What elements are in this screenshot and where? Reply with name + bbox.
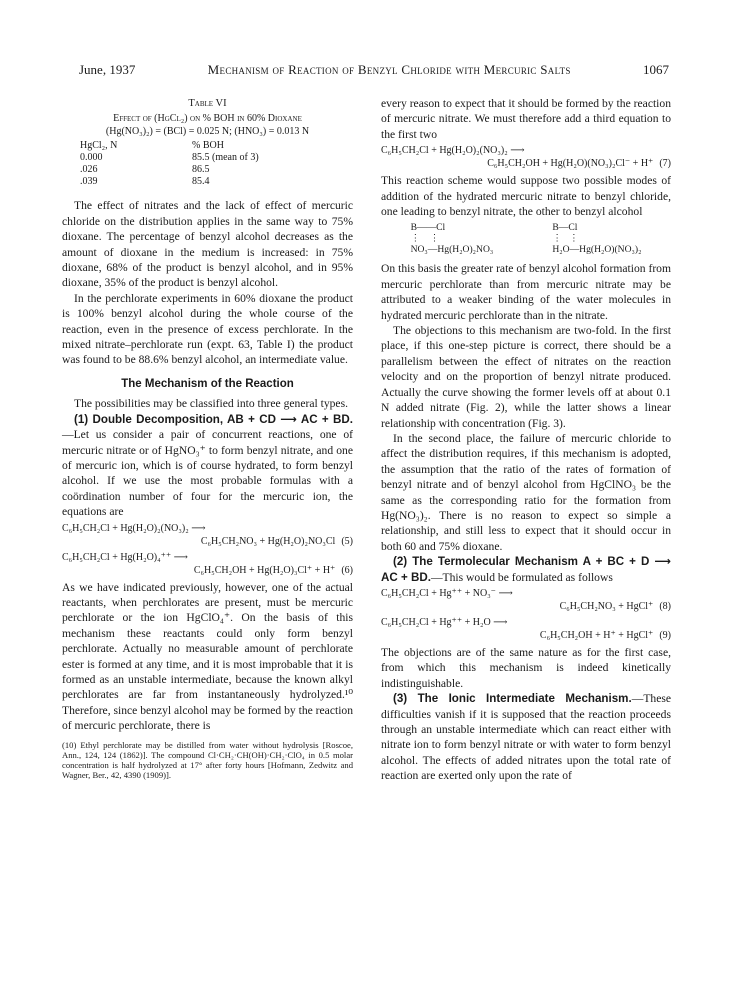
bond-lines: ⋮ ⋮ bbox=[410, 233, 440, 245]
equation-6 bbox=[62, 551, 353, 577]
table-caption-line2: (Hg(NO₃)₂) = (BCl) = 0.025 N; (HNO₃) = 0.013 N bbox=[105, 125, 310, 137]
paragraph: This reaction scheme would suppose two possible modes of addition of the hydrated mercuric nitrate to benzyl chloride, one leading to benzyl nitrate, the other to benzyl alcohol bbox=[381, 174, 671, 219]
paragraph: In the perchlorate experiments in 60% dioxane the product is 100% benzyl alcohol during the whole course of the reaction, even in the presence of excess perchlorate. In the mixed nitrate–perchlorate run (expt. 63, Table I) the product was found to be 88.6% benzyl alcohol, an intermediate value. bbox=[62, 291, 353, 367]
header-date: June, 1937 bbox=[79, 62, 136, 77]
equation-line: C₆H₅CH₂OH + Hg(H₂O)₃Cl⁺ + H⁺ bbox=[193, 564, 336, 576]
equation-line: C₆H₅CH₂OH + H⁺ + HgCl⁺ bbox=[539, 629, 654, 641]
paragraph-body: —Let us consider a pair of concurrent reactions, one of mercuric nitrate or of HgNO₃⁺ to form benzyl nitrate, and one of mercuric ion, which is of course hydrated, to form benzyl alcohol. If we use the most probable formulas with a coördination number of four for the mercuric ion, the equations are bbox=[62, 428, 353, 519]
structure-alcohol-mode bbox=[552, 222, 641, 255]
equation-number: (6) bbox=[341, 564, 353, 576]
header-page-number: 1067 bbox=[643, 62, 669, 77]
table-col2-header: % BOH bbox=[192, 140, 224, 152]
table-cell: 86.5 bbox=[192, 164, 210, 176]
structure-line: NO₃—Hg(H₂O)₂NO₃ bbox=[410, 244, 494, 256]
equation-line: C₆H₅CH₂Cl + Hg⁺⁺ + H₂O ⟶ bbox=[381, 616, 508, 628]
header-running-title: Mechanism of Reaction of Benzyl Chloride with Mercuric Salts bbox=[207, 62, 571, 77]
equation-line: C₆H₅CH₂Cl + Hg(H₂O)₂(NO₃)₂ ⟶ bbox=[62, 522, 206, 534]
structure-line: H₂O—Hg(H₂O)(NO₃)₂ bbox=[552, 244, 642, 256]
subsection-heading: (3) The Ionic Intermediate Mechanism. bbox=[393, 692, 632, 706]
paragraph: every reason to expect that it should be formed by the reaction of mercuric nitrate. We must therefore add a third equation to the first two bbox=[381, 97, 671, 141]
structure-line: B——Cl bbox=[410, 222, 446, 234]
equation-line: C₆H₅CH₂NO₃ + Hg(H₂O)₂NO₃Cl bbox=[200, 535, 336, 547]
paragraph: The effect of nitrates and the lack of effect of mercuric chloride on the distribution applies in the same way to 75% dioxane. The percentage of benzyl alcohol decreases as the amount of dioxane in the medium is increased: in 75% dioxane, 68% of the product is benzyl alcohol, and in 95% dioxane, 35% of the product is benzyl alcohol. bbox=[62, 199, 353, 290]
section-heading: The Mechanism of the Reaction bbox=[121, 377, 294, 390]
equation-line: C₆H₅CH₂Cl + Hg⁺⁺ + NO₃⁻ ⟶ bbox=[381, 587, 513, 599]
equation-number: (8) bbox=[659, 600, 671, 612]
paragraph bbox=[381, 691, 671, 783]
table-row bbox=[80, 152, 353, 164]
equation-7 bbox=[381, 144, 671, 170]
table-row bbox=[80, 164, 353, 176]
table-caption-line1: Effect of (HgCl₂) on % BOH in 60% Dioxane bbox=[113, 113, 302, 125]
paragraph: The objections to this mechanism are two-fold. In the first place, if this one-step picture is correct, there should be a parallelism between the effect of nitrates on the reaction velocity and on the proportion of benzyl nitrate produced. Actually the curve showing the former levels off at about 0.1 N added nitrate (Fig. 2), while the latter shows a linear relationship with concentration (Fig. 3). bbox=[381, 324, 671, 430]
equation-number: (9) bbox=[659, 629, 671, 641]
table-cell: .026 bbox=[80, 164, 98, 176]
left-column bbox=[62, 96, 353, 780]
equation-number: (7) bbox=[659, 158, 671, 170]
equation-number: (5) bbox=[341, 535, 353, 547]
equation-line: C₆H₅CH₂Cl + Hg(H₂O)₄⁺⁺ ⟶ bbox=[62, 551, 189, 563]
paragraph: In the second place, the failure of mercuric chloride to affect the distribution requires, if this mechanism is adopted, the assumption that the ratio of the rates of formation of benzyl nitrate and of benzyl alcohol from HgClNO₃ be the same as the corresponding ratio for the formation from Hg(NO₃)₂. There is no reason to expect so simple a relationship, and still less to expect that it should occur in both 60 and 75% dioxane. bbox=[381, 431, 671, 553]
paragraph-body: —These difficulties vanish if it is supposed that the reaction proceeds through an unstable intermediate which can react either with nitrate ion to form benzyl nitrate or with water to form benzyl alcohol. The effects of added nitrates upon the total rate of reaction are exerted only upon the rate of bbox=[381, 692, 671, 783]
paragraph-body: —This would be formulated as follows bbox=[430, 570, 613, 584]
paragraph bbox=[381, 554, 671, 585]
subsection-heading: (2) The Termolecular Mechanism A + BC + D ⟶ AC + BD. bbox=[381, 555, 671, 584]
table-col1-header: HgCl₂, N bbox=[80, 140, 118, 152]
equation-line: C₆H₅CH₂NO₃ + HgCl⁺ bbox=[559, 600, 654, 612]
right-column bbox=[381, 96, 671, 784]
table-caption bbox=[62, 113, 353, 138]
paragraph: On this basis the greater rate of benzyl alcohol formation from mercuric perchlorate than from mercuric nitrate may be attributed to a weaker binding of the water molecules in hydrated mercuric perchlorate than in the nitrate. bbox=[381, 262, 671, 322]
paragraph: The objections are of the same nature as for the first case, from which this mechanism is indeed kinetically indistinguishable. bbox=[381, 645, 671, 690]
equation-9 bbox=[381, 616, 671, 642]
table-cell: 85.5 (mean of 3) bbox=[192, 152, 259, 164]
equation-line: C₆H₅CH₂OH + Hg(H₂O)(NO₃)₂Cl⁻ + H⁺ bbox=[487, 158, 654, 170]
table-header-row bbox=[80, 140, 353, 152]
structural-formulas bbox=[381, 222, 671, 255]
structure-line: B—Cl bbox=[552, 222, 578, 234]
running-header bbox=[79, 62, 669, 80]
paragraph bbox=[62, 412, 353, 520]
table-cell: 85.4 bbox=[192, 176, 210, 188]
structure-nitrate-mode bbox=[411, 222, 494, 255]
bond-lines: ⋮ ⋮ bbox=[552, 233, 579, 245]
paragraph: The possibilities may be classified into three general types. bbox=[74, 397, 348, 411]
table-cell: 0.000 bbox=[80, 152, 103, 164]
footnote: (10) Ethyl perchlorate may be distilled from water without hydrolysis [Roscoe, Ann., 124, 124 (1862)]. The compound Cl·CH₂·CH(OH)·CH₂·ClO₄ in 0.5 molar concentration is half hydrolyzed at 17° after forty hours [Hofmann, Zedwitz and Wagner, Ber., 42, 4390 (1909)]. bbox=[62, 739, 353, 781]
subsection-heading: (1) Double Decomposition, AB + CD ⟶ AC + BD. bbox=[74, 412, 353, 426]
table-row bbox=[80, 176, 353, 188]
data-table bbox=[80, 140, 353, 188]
equation-5 bbox=[62, 522, 353, 548]
equation-8 bbox=[381, 587, 671, 613]
paragraph: As we have indicated previously, however, one of the actual reactants, when perchlorates are present, must be mercuric perchlorate or the ion HgClO₄⁺. On the basis of this mechanism these reactants could only form benzyl perchlorate. Actually no measurable amount of perchlorate ester is formed at any time, and it is most improbable that it is formed as an unstable intermediate, because the known alkyl perchlorates are far from instantaneously hydrolyzed.¹⁰ Therefore, since benzyl alcohol may be formed by the reaction of mercuric perchlorate, there is bbox=[62, 580, 354, 733]
table-cell: .039 bbox=[80, 176, 98, 188]
table-title: Table VI bbox=[188, 98, 227, 109]
equation-line: C₆H₅CH₂Cl + Hg(H₂O)₂(NO₃)₂ ⟶ bbox=[381, 145, 525, 157]
